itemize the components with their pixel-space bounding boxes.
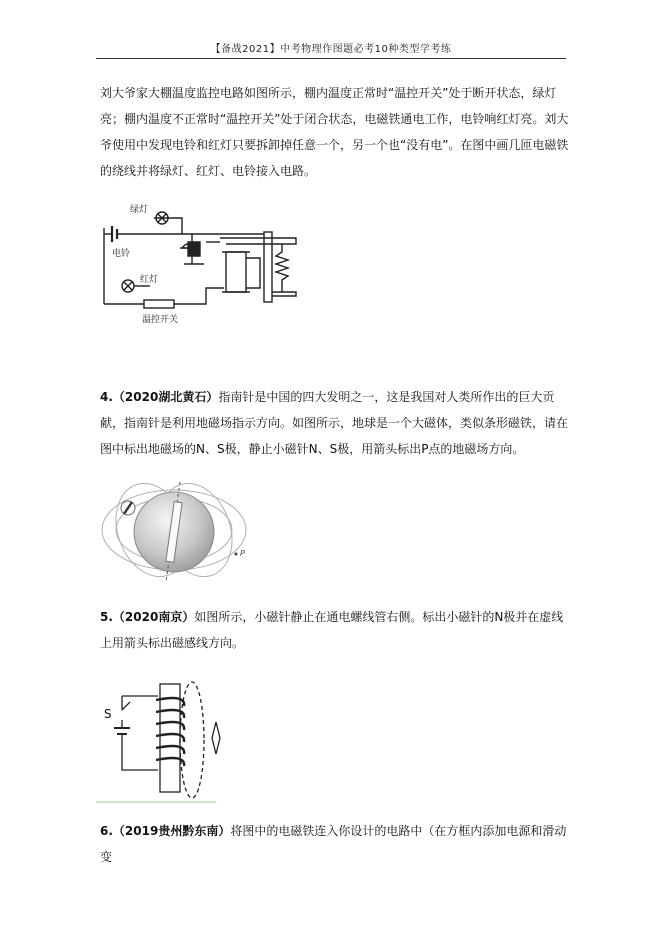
- label-s: S: [104, 707, 112, 721]
- question-intro-text: 刘大爷家大棚温度监控电路如图所示，棚内温度正常时“温控开关”处于断开状态，绿灯亮；棚内温度不正常时“温控开关”处于闭合状态，电磁铁通电工作，电铃响红灯亮。刘大爷使用中发现电铃和红灯只要拆卸掉任意一个，另一个也“没有电”。在图中画几匝电磁铁的绕线并将绿灯、红灯、电铃接入电路。: [100, 86, 569, 178]
- label-green-lamp: 绿灯: [130, 205, 149, 215]
- question-4-source: （2020湖北黄石）: [112, 390, 219, 404]
- header-divider: [96, 58, 566, 59]
- relay-spring: [276, 244, 288, 292]
- question-5-number: 5.: [100, 610, 113, 624]
- question-4-text: 指南针是中国的四大发明之一，这是我国对人类所作出的巨大贡献，指南针是利用地磁场指示方向。如图所示，地球是一个大磁体，类似条形磁铁，请在图中标出地磁场的N、S极，静止小磁针N、S极，用箭头标出P点的地磁场方向。: [100, 390, 569, 456]
- earth-magnet-figure: [96, 470, 256, 590]
- question-5-text: 如图所示，小磁针静止在通电螺线管右侧。标出小磁针的N极并在虚线上用箭头标出磁感线方向。: [100, 610, 564, 650]
- electromagnet-core: [226, 252, 246, 292]
- question-4: [100, 384, 570, 462]
- switch-lever: [122, 702, 130, 710]
- solenoid-core: [160, 684, 180, 792]
- small-compass: [212, 722, 220, 754]
- point-p-dot: [235, 553, 238, 556]
- question-4-number: 4.: [100, 390, 113, 404]
- question-6-source: （2019贵州黔东南）: [112, 824, 231, 838]
- solenoid-figure: [96, 676, 236, 806]
- question-6-text: 将图中的电磁铁连入你设计的电路中（在方框内添加电源和滑动变: [100, 824, 567, 864]
- question-6-number: 6.: [100, 824, 113, 838]
- label-bell: 电铃: [112, 249, 131, 259]
- label-red-lamp: 红灯: [140, 275, 159, 285]
- page-header: 【备战2021】中考物理作图题必考10种类型学考练: [210, 44, 452, 55]
- greenhouse-circuit-figure: [96, 196, 316, 330]
- question-5-source: （2020南京）: [112, 610, 195, 624]
- question-6: [100, 818, 570, 870]
- question-5: [100, 604, 570, 656]
- label-temp-switch: 温控开关: [142, 315, 179, 325]
- relay-frame: [264, 232, 272, 302]
- temp-switch-symbol: [144, 300, 174, 308]
- question-intro: [100, 80, 570, 184]
- label-p: P: [240, 549, 245, 558]
